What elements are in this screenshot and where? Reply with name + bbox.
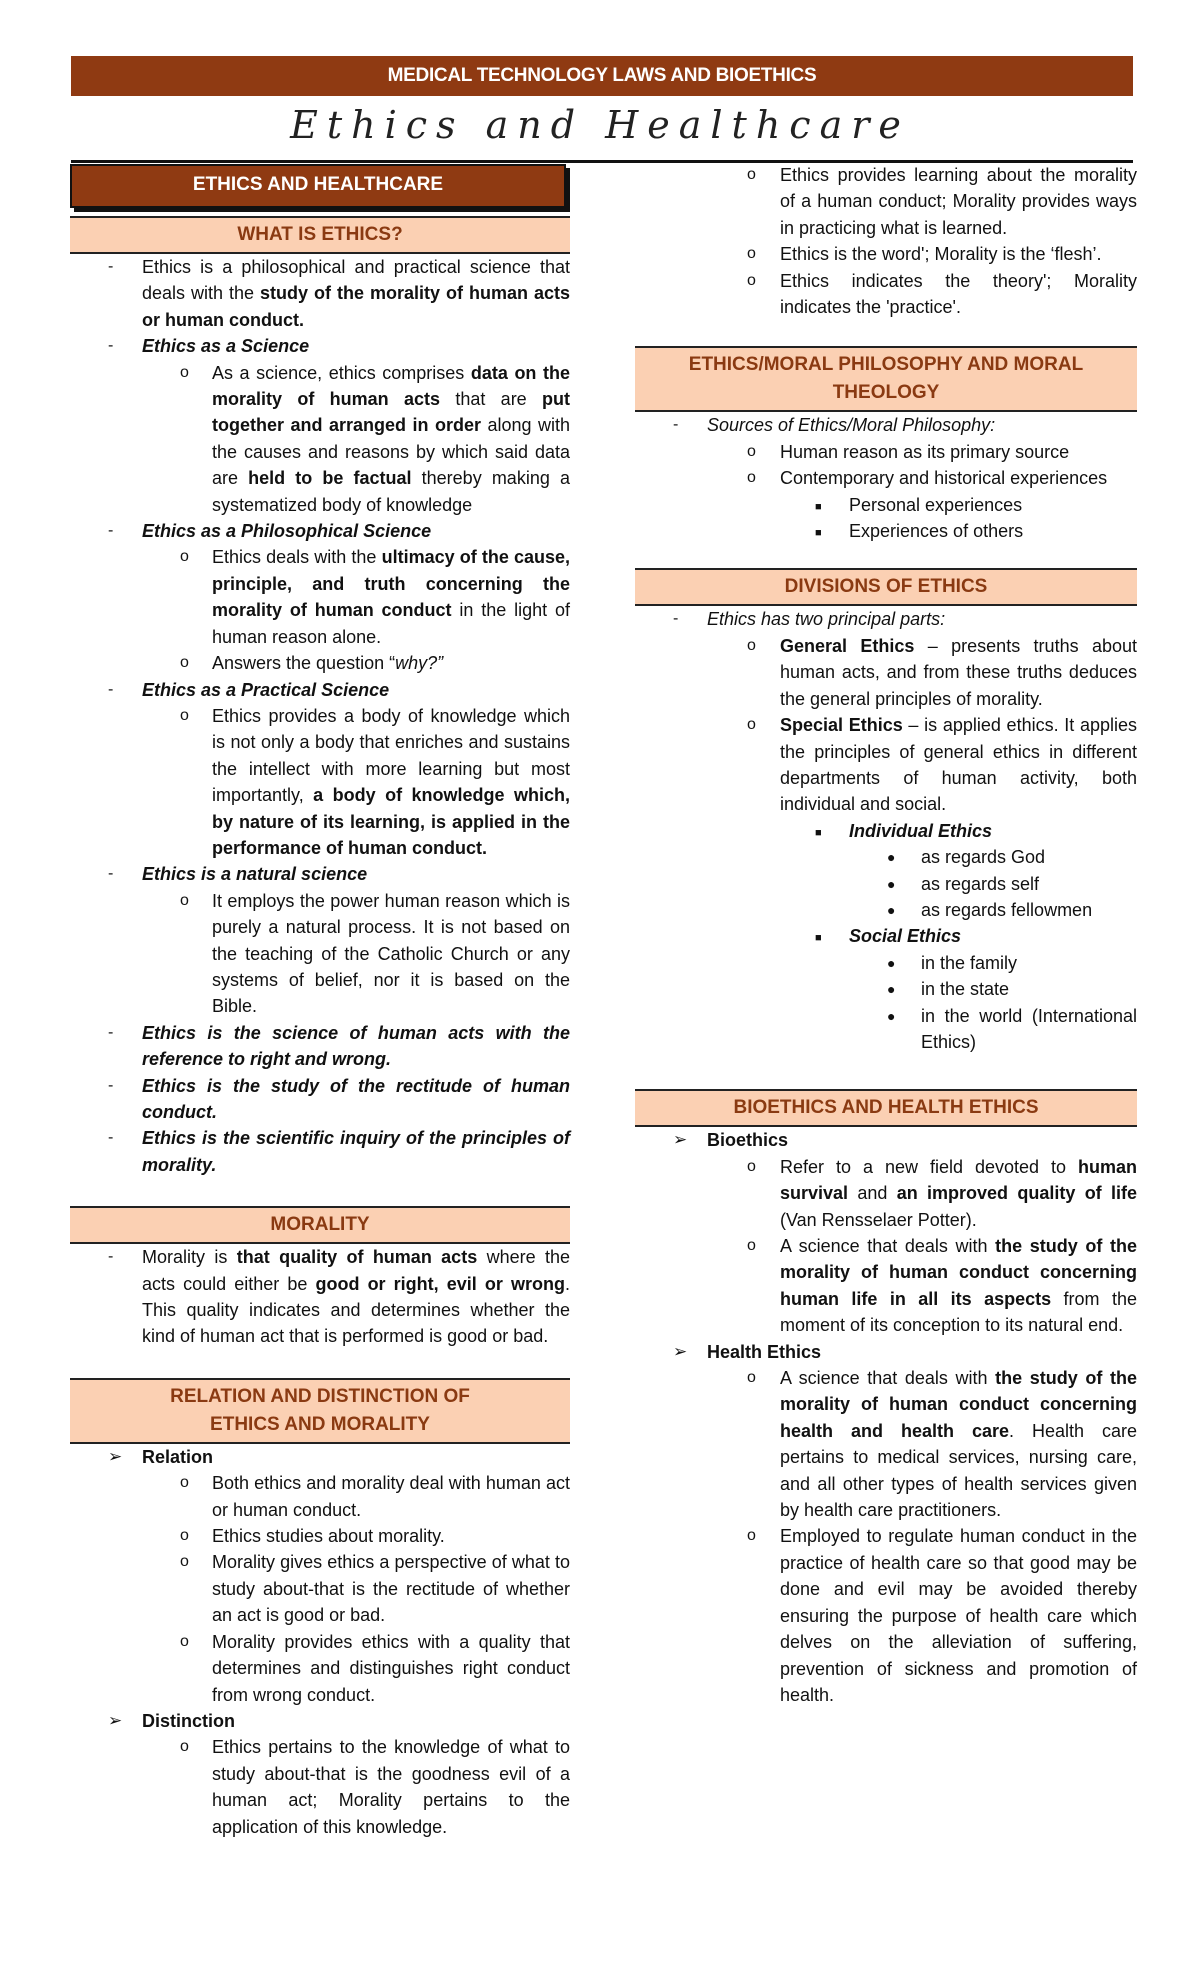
- list-item: [635, 712, 1137, 818]
- text: Refer to a new field devoted to: [780, 1156, 1078, 1177]
- list-item: [70, 360, 570, 518]
- list-item: [70, 1734, 570, 1840]
- subheading: Distinction: [142, 1710, 235, 1731]
- text: Ethics is the word'; Morality is the ‘flesh’.: [780, 244, 1102, 265]
- text: As a science, ethics comprises: [212, 362, 471, 383]
- dash-bullet: -: [108, 865, 114, 883]
- text: Ethics pertains to the knowledge of what to study about-that is the goodness evil of a human act; Morality pertains to the application of this knowledge.: [212, 1737, 570, 1837]
- list-item: [70, 1523, 570, 1549]
- italic-text: why?”: [395, 653, 444, 674]
- dash-bullet: -: [108, 1023, 114, 1041]
- dot-bullet-icon: ●: [887, 981, 896, 998]
- bold-text: held to be factual: [248, 468, 412, 489]
- text: . This quality indicates and determines whether the kind of human act that is performed is good or bad.: [142, 1273, 570, 1347]
- list-item: [635, 1339, 1137, 1365]
- text: and: [848, 1183, 897, 1204]
- circle-bullet: o: [180, 548, 189, 566]
- text: – is applied ethics. It applies the principles of general ethics in different departments of human activity, both individual and social.: [780, 715, 1137, 815]
- circle-bullet: o: [747, 271, 756, 289]
- dash-bullet: -: [108, 1129, 114, 1147]
- definition: Ethics is the scientific inquiry of the principles of morality.: [142, 1128, 570, 1175]
- course-banner: MEDICAL TECHNOLOGY LAWS AND BIOETHICS: [71, 56, 1133, 96]
- subheading: Ethics as a Science: [142, 336, 310, 357]
- text: Ethics provides learning about the morality of a human conduct; Morality provides ways in practicing what is learned.: [780, 165, 1137, 238]
- list-item: [70, 1020, 570, 1073]
- text: Answers the question “: [212, 653, 396, 674]
- dash-bullet: -: [108, 258, 114, 275]
- bold-text: put together and arranged in order: [212, 389, 571, 436]
- dash-bullet: -: [673, 610, 679, 628]
- text: in the light of human reason alone.: [212, 600, 570, 647]
- list-item: [70, 888, 570, 1020]
- text: that are: [440, 389, 543, 410]
- text: Ethics deals with the: [212, 547, 382, 568]
- list-item: [635, 1154, 1137, 1233]
- square-bullet-icon: ■: [815, 527, 822, 540]
- subheading: Ethics as a Practical Science: [142, 679, 390, 700]
- bold-text: human survival: [780, 1156, 1137, 1204]
- circle-bullet: o: [180, 363, 189, 381]
- text: thereby making a systematized body of knowledge: [212, 468, 570, 515]
- bold-text: that quality of human acts: [236, 1247, 478, 1268]
- list-item: [70, 518, 570, 544]
- list-item: [635, 923, 1137, 949]
- list-item: [70, 544, 570, 650]
- italic-text: Ethics has two principal parts:: [707, 609, 946, 630]
- list-item: [635, 1003, 1137, 1056]
- list-item: [635, 241, 1137, 267]
- list-item: [70, 1549, 570, 1628]
- list-item: [635, 465, 1137, 491]
- text: Morality is: [142, 1247, 237, 1268]
- bold-text: good or right, evil or wrong: [315, 1273, 565, 1294]
- italic-text: Sources of Ethics/Moral Philosophy:: [707, 415, 996, 436]
- heading-line: ETHICS AND MORALITY: [210, 1413, 430, 1435]
- list-item: [635, 1523, 1137, 1708]
- bold-text: Special Ethics: [780, 715, 903, 736]
- text: in the world (International Ethics): [921, 1005, 1137, 1052]
- circle-bullet: o: [747, 1527, 756, 1545]
- dash-bullet: -: [108, 1076, 114, 1094]
- text: Ethics is a philosophical and practical science that deals with the: [142, 257, 570, 304]
- dot-bullet-icon: ●: [887, 954, 896, 971]
- list-item: [70, 1708, 570, 1734]
- text: Human reason as its primary source: [780, 441, 1070, 462]
- bold-text: the study of the morality of human conduct concerning human life in all its aspects: [780, 1236, 1137, 1309]
- list-item: [70, 703, 570, 861]
- list-item: [70, 1073, 570, 1126]
- text: Contemporary and historical experiences: [780, 468, 1108, 489]
- text: from the moment of its conception to its natural end.: [780, 1288, 1137, 1336]
- bold-text: data on the morality of human acts: [212, 362, 570, 410]
- dash-bullet: -: [673, 416, 679, 434]
- text: as regards God: [921, 847, 1046, 868]
- list-item: [635, 606, 1137, 632]
- subheading: Ethics is a natural science: [142, 864, 368, 885]
- list-item: [70, 677, 570, 703]
- arrow-bullet-icon: ➢: [673, 1130, 688, 1150]
- text: It employs the power human reason which is purely a natural process. It is not based on the teaching of the Catholic Church or any systems of belief, nor it is based on the Bible.: [212, 890, 570, 1017]
- list-item: [635, 162, 1137, 241]
- script-title: Ethics and Healthcare: [290, 103, 910, 147]
- bold-text: General Ethics: [780, 635, 915, 656]
- text: Ethics studies about morality.: [212, 1526, 445, 1547]
- dash-bullet: -: [108, 680, 114, 698]
- circle-bullet: o: [180, 1527, 189, 1545]
- list-item: [635, 1233, 1137, 1339]
- arrow-bullet-icon: ➢: [108, 1710, 123, 1730]
- text: in the family: [921, 952, 1018, 973]
- dot-bullet-icon: ●: [887, 875, 896, 892]
- list-item: [635, 844, 1137, 870]
- text: Experiences of others: [849, 521, 1024, 542]
- arrow-bullet-icon: ➢: [673, 1341, 688, 1361]
- dash-bullet: -: [108, 522, 114, 540]
- heading-line: RELATION AND DISTINCTION OF: [170, 1385, 470, 1407]
- left-column: [70, 162, 570, 1840]
- definition: Ethics is the study of the rectitude of human conduct.: [142, 1075, 570, 1122]
- circle-bullet: o: [180, 706, 189, 724]
- bold-text: study of the morality of human acts or human conduct.: [142, 283, 570, 330]
- circle-bullet: o: [180, 654, 189, 672]
- list-item: [635, 1365, 1137, 1523]
- square-bullet-icon: ■: [815, 826, 822, 839]
- dot-bullet-icon: ●: [887, 901, 896, 918]
- list-item: [635, 950, 1137, 976]
- list-item: [635, 518, 1137, 544]
- text: Morality provides ethics with a quality that determines and distinguishes right conduct from wrong conduct.: [212, 1631, 570, 1705]
- text: Employed to regulate human conduct in the practice of health care so that good may be done and evil may be avoided thereby ensuring the purpose of health care which delves on the alleviation of suffering, prevention of sickness and promotion of health.: [780, 1526, 1137, 1705]
- list-item: [635, 412, 1137, 438]
- subheading: Ethics as a Philosophical Science: [142, 521, 432, 542]
- dot-bullet-icon: ●: [887, 1007, 896, 1024]
- section-heading-morality: MORALITY: [70, 1206, 570, 1244]
- list-item: [635, 818, 1137, 844]
- square-bullet-icon: ■: [815, 500, 822, 513]
- text: where the acts could either be: [142, 1247, 570, 1294]
- subheading: Relation: [142, 1446, 214, 1467]
- subheading: Health Ethics: [707, 1341, 822, 1362]
- bold-text: the study of the morality of human conduct concerning health and health care: [780, 1368, 1137, 1441]
- list-item: [70, 1125, 570, 1178]
- text: (Van Rensselaer Potter).: [780, 1209, 977, 1230]
- circle-bullet: o: [747, 166, 756, 183]
- circle-bullet: o: [180, 891, 189, 909]
- circle-bullet: o: [180, 1474, 189, 1492]
- list-item: [635, 976, 1137, 1002]
- text: in the state: [921, 979, 1010, 1000]
- circle-bullet: o: [747, 716, 756, 734]
- circle-bullet: o: [747, 1157, 756, 1175]
- right-column: [635, 162, 1137, 1708]
- definition: Ethics is the science of human acts with the reference to right and wrong.: [142, 1022, 570, 1070]
- dot-bullet-icon: ●: [887, 849, 896, 866]
- text: Both ethics and morality deal with human act or human conduct.: [212, 1473, 570, 1520]
- list-item: [635, 492, 1137, 518]
- section-heading-relation-distinction: [70, 1378, 570, 1444]
- subheading: Bioethics: [707, 1130, 789, 1151]
- subheading: Individual Ethics: [849, 820, 993, 841]
- section-heading-bioethics: BIOETHICS AND HEALTH ETHICS: [635, 1089, 1137, 1127]
- list-item: [70, 333, 570, 359]
- dash-bullet: -: [108, 1248, 114, 1266]
- section-heading-what-is-ethics: WHAT IS ETHICS?: [70, 216, 570, 254]
- circle-bullet: o: [180, 1738, 189, 1756]
- circle-bullet: o: [180, 1632, 189, 1650]
- text: A science that deals with: [780, 1236, 996, 1256]
- list-item: [70, 1629, 570, 1708]
- circle-bullet: o: [747, 469, 756, 487]
- heading-line: THEOLOGY: [832, 382, 940, 404]
- list-item: [635, 633, 1137, 712]
- list-item: [70, 1444, 570, 1470]
- circle-bullet: o: [747, 245, 756, 263]
- list-item: [635, 897, 1137, 923]
- circle-bullet: o: [747, 442, 756, 460]
- circle-bullet: o: [747, 1237, 756, 1254]
- section-heading-moral-philosophy: [635, 346, 1137, 412]
- text: as regards fellowmen: [921, 899, 1093, 920]
- arrow-bullet-icon: ➢: [108, 1446, 123, 1466]
- circle-bullet: o: [747, 636, 756, 654]
- text: Ethics provides a body of knowledge which is not only a body that enriches and sustains the intellect with more learning but most importantly,: [212, 705, 570, 806]
- list-item: [70, 1244, 570, 1350]
- text: – presents truths about human acts, and from these truths deduces the general principles of morality.: [780, 635, 1137, 709]
- text: Ethics indicates the theory'; Morality indicates the 'practice'.: [780, 270, 1137, 318]
- list-item: [635, 871, 1137, 897]
- list-item: [635, 1127, 1137, 1153]
- text: Morality gives ethics a perspective of what to study about-that is the rectitude of whether an act is good or bad.: [212, 1552, 570, 1626]
- list-item: [70, 861, 570, 887]
- circle-bullet: o: [747, 1369, 756, 1387]
- text: . Health care pertains to medical services, nursing care, and all other types of health services given by health care practitioners.: [780, 1420, 1137, 1521]
- circle-bullet: o: [180, 1553, 189, 1571]
- bold-text: a body of knowledge which, by nature of its learning, is applied in the performance of human conduct.: [212, 785, 570, 858]
- text: along with the causes and reasons by which said data are: [212, 415, 570, 489]
- section-heading-divisions: DIVISIONS OF ETHICS: [635, 568, 1137, 606]
- list-item: [635, 268, 1137, 321]
- list-item: [635, 439, 1137, 465]
- text: Personal experiences: [849, 494, 1023, 515]
- bold-text: an improved quality of life: [896, 1183, 1137, 1204]
- list-item: [70, 254, 570, 333]
- square-bullet-icon: ■: [815, 932, 822, 945]
- dash-bullet: -: [108, 337, 114, 355]
- main-heading: ETHICS AND HEALTHCARE: [70, 164, 566, 208]
- text: A science that deals with: [780, 1368, 996, 1389]
- subheading: Social Ethics: [849, 926, 962, 947]
- heading-line: ETHICS/MORAL PHILOSOPHY AND MORAL: [688, 354, 1084, 376]
- bold-text: ultimacy of the cause, principle, and truth concerning the morality of human conduct: [212, 547, 570, 621]
- list-item: [70, 650, 570, 676]
- text: as regards self: [921, 873, 1040, 894]
- list-item: [70, 1470, 570, 1523]
